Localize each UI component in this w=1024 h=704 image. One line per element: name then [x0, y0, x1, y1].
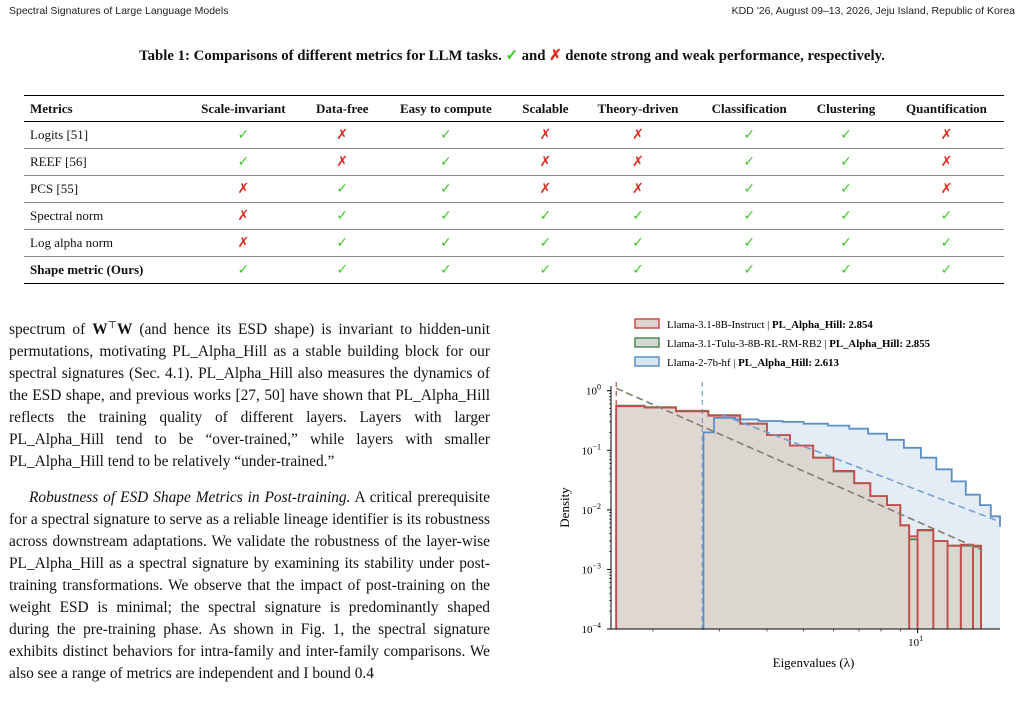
metric-name: Logits [51]	[30, 127, 89, 142]
check-icon: ✓	[539, 235, 552, 251]
check-icon: ✓	[336, 262, 349, 278]
y-tick-label: $10^{-1}$	[581, 442, 601, 458]
p2-runin-heading: Robustness of ESD Shape Metrics in Post-training.	[29, 489, 351, 507]
check-icon: ✓	[840, 181, 852, 197]
y-tick-label: $10^{-3}$	[581, 561, 601, 577]
check-icon: ✓	[743, 208, 756, 224]
check-icon: ✓	[743, 181, 756, 197]
cross-icon: ✗	[237, 181, 250, 197]
check-icon: ✓	[539, 208, 552, 224]
caption-tail: denote strong and weak performance, respectively.	[565, 48, 885, 64]
check-icon: ✓	[840, 208, 852, 224]
p2-body: A critical prerequisite for a spectral signature to serve as a reliable lineage identifier is its robustness across downstream adaptations. We validate the robustness of the layer-wise PL_Alpha_Hill as a spectral signature by examining its stability under post-training transformations. We observe that the impact of post-training on the weight ESD is minimal; the spectral signature is predominantly shaped during the pre-training phase. As shown in Fig. 1, the spectral signature exhibits distinct behaviors for intra-family and inter-family comparisons. We also see a range of metrics are independent and I bound 0.4	[9, 489, 490, 683]
caption-main: Table 1: Comparisons of different metrics for LLM tasks.	[139, 48, 502, 64]
p1-transpose: ⊤	[107, 320, 117, 331]
check-icon: ✓	[439, 208, 452, 224]
table-body	[24, 122, 1004, 284]
check-icon: ✓	[439, 235, 452, 251]
cross-icon: ✗	[237, 235, 250, 251]
column-header: Scale-invariant	[201, 100, 286, 116]
check-icon: ✓	[940, 235, 953, 251]
table-row	[24, 257, 1004, 284]
comparison-table	[24, 95, 1004, 284]
column-header: Theory-driven	[597, 100, 679, 116]
check-icon: ✓	[743, 235, 756, 251]
column-header: Data-free	[316, 100, 369, 116]
caption-and: and	[521, 48, 546, 64]
cross-icon: ✗	[549, 48, 562, 64]
paragraph-2	[9, 487, 490, 685]
y-tick-label: $10^{-2}$	[581, 501, 601, 517]
column-header: Scalable	[522, 100, 569, 116]
check-icon: ✓	[840, 235, 852, 251]
check-icon: ✓	[237, 154, 250, 170]
table-row	[24, 230, 1004, 257]
metric-name: Shape metric (Ours)	[30, 262, 144, 277]
esd-figure	[540, 306, 1010, 704]
cross-icon: ✗	[632, 154, 644, 170]
check-icon: ✓	[632, 262, 644, 278]
column-header: Clustering	[816, 100, 876, 116]
metric-name: Spectral norm	[30, 208, 104, 223]
table-row	[24, 149, 1004, 176]
check-icon: ✓	[940, 208, 953, 224]
metric-name: REEF [56]	[30, 154, 87, 169]
cross-icon: ✗	[940, 181, 953, 197]
check-icon: ✓	[743, 127, 756, 143]
legend-entry: Llama-3.1-Tulu-3-8B-RL-RM-RB2 | PL_Alpha_Hill: 2.855	[667, 338, 931, 350]
check-icon: ✓	[439, 262, 452, 278]
y-axis-label: Density	[557, 487, 572, 528]
check-icon: ✓	[632, 208, 644, 224]
cross-icon: ✗	[336, 127, 349, 143]
legend-swatch	[635, 319, 659, 328]
check-icon: ✓	[840, 127, 852, 143]
cross-icon: ✗	[632, 181, 644, 197]
cross-icon: ✗	[539, 127, 552, 143]
legend-swatch	[635, 357, 659, 366]
check-icon: ✓	[336, 235, 349, 251]
y-tick-label: $10^0$	[586, 382, 601, 398]
column-header: Metrics	[30, 100, 73, 116]
check-icon: ✓	[439, 127, 452, 143]
check-icon: ✓	[539, 262, 552, 278]
cross-icon: ✗	[336, 154, 349, 170]
check-icon: ✓	[743, 262, 756, 278]
legend-swatch	[635, 338, 659, 347]
table-caption	[0, 47, 1024, 65]
check-icon: ✓	[439, 181, 452, 197]
column-header: Quantification	[906, 100, 987, 116]
table-header-row	[24, 96, 1004, 122]
check-icon: ✓	[237, 262, 250, 278]
y-tick-label: $10^{-4}$	[581, 621, 601, 636]
cross-icon: ✗	[940, 154, 953, 170]
check-icon: ✓	[439, 154, 452, 170]
cross-icon: ✗	[237, 208, 250, 224]
p1-math-w: W	[92, 321, 108, 339]
legend-entry: Llama-2-7b-hf | PL_Alpha_Hill: 2.613	[667, 357, 839, 369]
esd-chart	[540, 306, 1010, 704]
header-venue: KDD '26, August 09–13, 2026, Jeju Island, Republic of Korea	[731, 5, 1015, 17]
table-row	[24, 203, 1004, 230]
check-icon: ✓	[840, 154, 852, 170]
x-tick-label: $10^1$	[908, 634, 924, 649]
paragraph-1	[9, 315, 490, 473]
column-header: Classification	[711, 100, 787, 116]
x-axis-label: Eigenvalues (λ)	[772, 655, 855, 670]
cross-icon: ✗	[539, 154, 552, 170]
check-icon: ✓	[840, 262, 852, 278]
table-row	[24, 176, 1004, 203]
check-icon: ✓	[940, 262, 953, 278]
body-text	[9, 315, 490, 685]
column-header: Easy to compute	[400, 100, 492, 116]
p1-start: spectrum of	[9, 321, 93, 339]
check-icon: ✓	[336, 208, 349, 224]
check-icon: ✓	[237, 127, 250, 143]
p1-math-w2: W	[116, 321, 133, 339]
running-header	[9, 5, 1015, 19]
metric-name: Log alpha norm	[30, 235, 114, 250]
cross-icon: ✗	[632, 127, 644, 143]
cross-icon: ✗	[539, 181, 552, 197]
cross-icon: ✗	[940, 127, 953, 143]
check-icon: ✓	[743, 154, 756, 170]
check-icon: ✓	[505, 48, 518, 64]
legend-entry: Llama-3.1-8B-Instruct | PL_Alpha_Hill: 2.854	[667, 319, 873, 331]
p1-rest: (and hence its ESD shape) is invariant to hidden-unit permutations, motivating PL_Alpha_Hill as a stable building block for our spectral signatures (Sec. 4.1). PL_Alpha_Hill also measures the dynamics of the ESD shape, and previous works [27, 50] have shown that PL_Alpha_Hill reflects the training quality of different layers. Layers with larger PL_Alpha_Hill tend to be “over-trained,” while layers with smaller PL_Alpha_Hill tend to be relatively “under-trained.”	[9, 321, 491, 471]
check-icon: ✓	[632, 235, 644, 251]
header-title: Spectral Signatures of Large Language Models	[9, 5, 229, 17]
check-icon: ✓	[336, 181, 349, 197]
table-row	[24, 122, 1004, 149]
metric-name: PCS [55]	[30, 181, 79, 196]
